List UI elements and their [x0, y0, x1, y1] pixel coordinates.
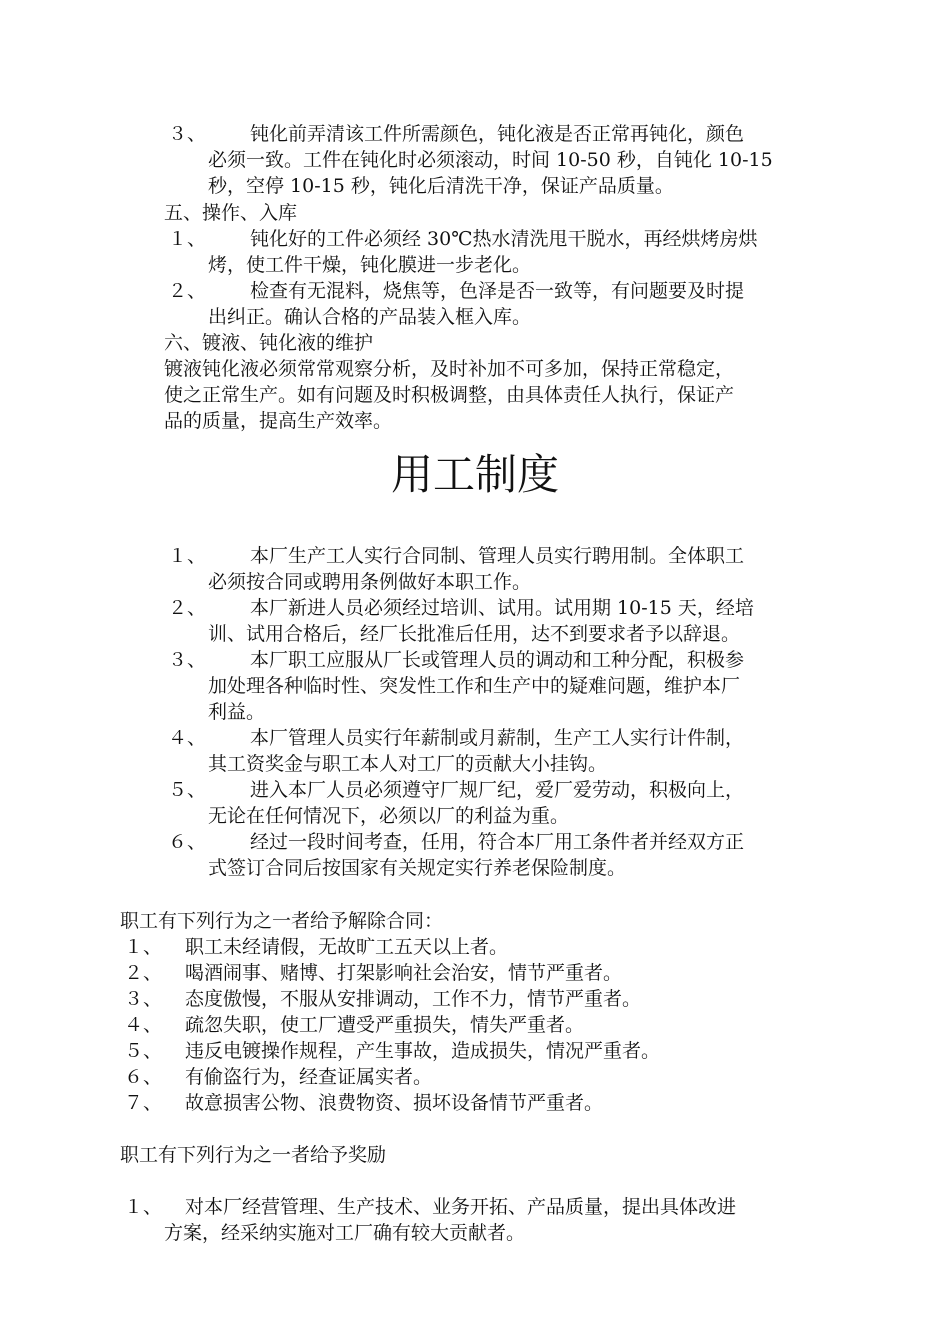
- page-title: 用工制度: [390, 450, 559, 499]
- paragraph-line: 无论在任何情况下，必须以厂的利益为重。: [208, 805, 570, 827]
- list-number: ５、: [168, 779, 207, 801]
- list-item: 态度傲慢，不服从安排调动，工作不力，情节严重者。: [185, 988, 642, 1010]
- paragraph-line: 式签订合同后按国家有关规定实行养老保险制度。: [208, 857, 627, 879]
- paragraph-line: 出纠正。确认合格的产品装入框入库。: [208, 306, 532, 328]
- paragraph-line: 烤，使工件干燥，钝化膜进一步老化。: [208, 254, 532, 276]
- paragraph-line: 经过一段时间考查，任用，符合本厂用工条件者并经双方正: [250, 831, 745, 853]
- list-number: １、: [168, 228, 207, 250]
- list-number: ２、: [168, 597, 207, 619]
- paragraph-line: 方案，经采纳实施对工厂确有较大贡献者。: [164, 1222, 526, 1244]
- paragraph-line: 钝化好的工件必须经 30℃热水清洗甩干脱水，再经烘烤房烘: [250, 228, 758, 250]
- paragraph-line: 本厂职工应服从厂长或管理人员的调动和工种分配，积极参: [250, 649, 745, 671]
- list-number: １、: [168, 545, 207, 567]
- paragraph-line: 钝化前弄清该工件所需颜色，钝化液是否正常再钝化，颜色: [250, 123, 745, 145]
- paragraph-line: 对本厂经营管理、生产技术、业务开拓、产品质量，提出具体改进: [185, 1196, 737, 1218]
- list-number: ４、: [124, 1014, 163, 1036]
- list-item: 喝酒闹事、赌博、打架影响社会治安，情节严重者。: [185, 962, 623, 984]
- list-number: ２、: [124, 962, 163, 984]
- paragraph-line: 训、试用合格后，经厂长批准后任用，达不到要求者予以辞退。: [208, 623, 741, 645]
- section-heading: 职工有下列行为之一者给予解除合同：: [120, 910, 444, 932]
- list-number: １、: [124, 936, 163, 958]
- paragraph-line: 必须一致。工件在钝化时必须滚动，时间 10-50 秒，自钝化 10-15: [208, 149, 773, 171]
- paragraph-line: 其工资奖金与职工本人对工厂的贡献大小挂钩。: [208, 753, 608, 775]
- list-number: ７、: [124, 1092, 163, 1114]
- list-number: ３、: [168, 123, 207, 145]
- list-item: 疏忽失职，使工厂遭受严重损失，情失严重者。: [185, 1014, 585, 1036]
- paragraph-line: 品的质量，提高生产效率。: [164, 410, 393, 432]
- list-number: ３、: [168, 649, 207, 671]
- list-item: 故意损害公物、浪费物资、损坏设备情节严重者。: [185, 1092, 604, 1114]
- list-number: ２、: [168, 280, 207, 302]
- paragraph-line: 检查有无混料，烧焦等，色泽是否一致等，有问题要及时提: [250, 280, 745, 302]
- section-heading: 六、镀液、钝化液的维护: [164, 332, 374, 354]
- paragraph-line: 本厂管理人员实行年薪制或月薪制，生产工人实行计件制，: [250, 727, 745, 749]
- list-number: ５、: [124, 1040, 163, 1062]
- paragraph-line: 本厂生产工人实行合同制、管理人员实行聘用制。全体职工: [250, 545, 745, 567]
- paragraph-line: 进入本厂人员必须遵守厂规厂纪，爱厂爱劳动，积极向上，: [250, 779, 745, 801]
- list-number: ４、: [168, 727, 207, 749]
- paragraph-line: 利益。: [208, 701, 266, 723]
- section-heading: 五、操作、入库: [164, 202, 298, 224]
- list-item: 职工未经请假，无故旷工五天以上者。: [185, 936, 509, 958]
- paragraph-line: 秒，空停 10-15 秒，钝化后清洗干净，保证产品质量。: [208, 175, 674, 197]
- paragraph-line: 必须按合同或聘用条例做好本职工作。: [208, 571, 532, 593]
- paragraph-line: 本厂新进人员必须经过培训、试用。试用期 10-15 天，经培: [250, 597, 754, 619]
- list-number: １、: [124, 1196, 163, 1218]
- paragraph-line: 镀液钝化液必须常常观察分析，及时补加不可多加，保持正常稳定，: [164, 358, 735, 380]
- paragraph-line: 加处理各种临时性、突发性工作和生产中的疑难问题，维护本厂: [208, 675, 741, 697]
- list-number: ６、: [124, 1066, 163, 1088]
- list-item: 违反电镀操作规程，产生事故，造成损失，情况严重者。: [185, 1040, 661, 1062]
- list-number: ６、: [168, 831, 207, 853]
- list-number: ３、: [124, 988, 163, 1010]
- paragraph-line: 使之正常生产。如有问题及时积极调整，由具体责任人执行，保证产: [164, 384, 735, 406]
- list-item: 有偷盗行为，经查证属实者。: [185, 1066, 433, 1088]
- section-heading: 职工有下列行为之一者给予奖励: [120, 1144, 387, 1166]
